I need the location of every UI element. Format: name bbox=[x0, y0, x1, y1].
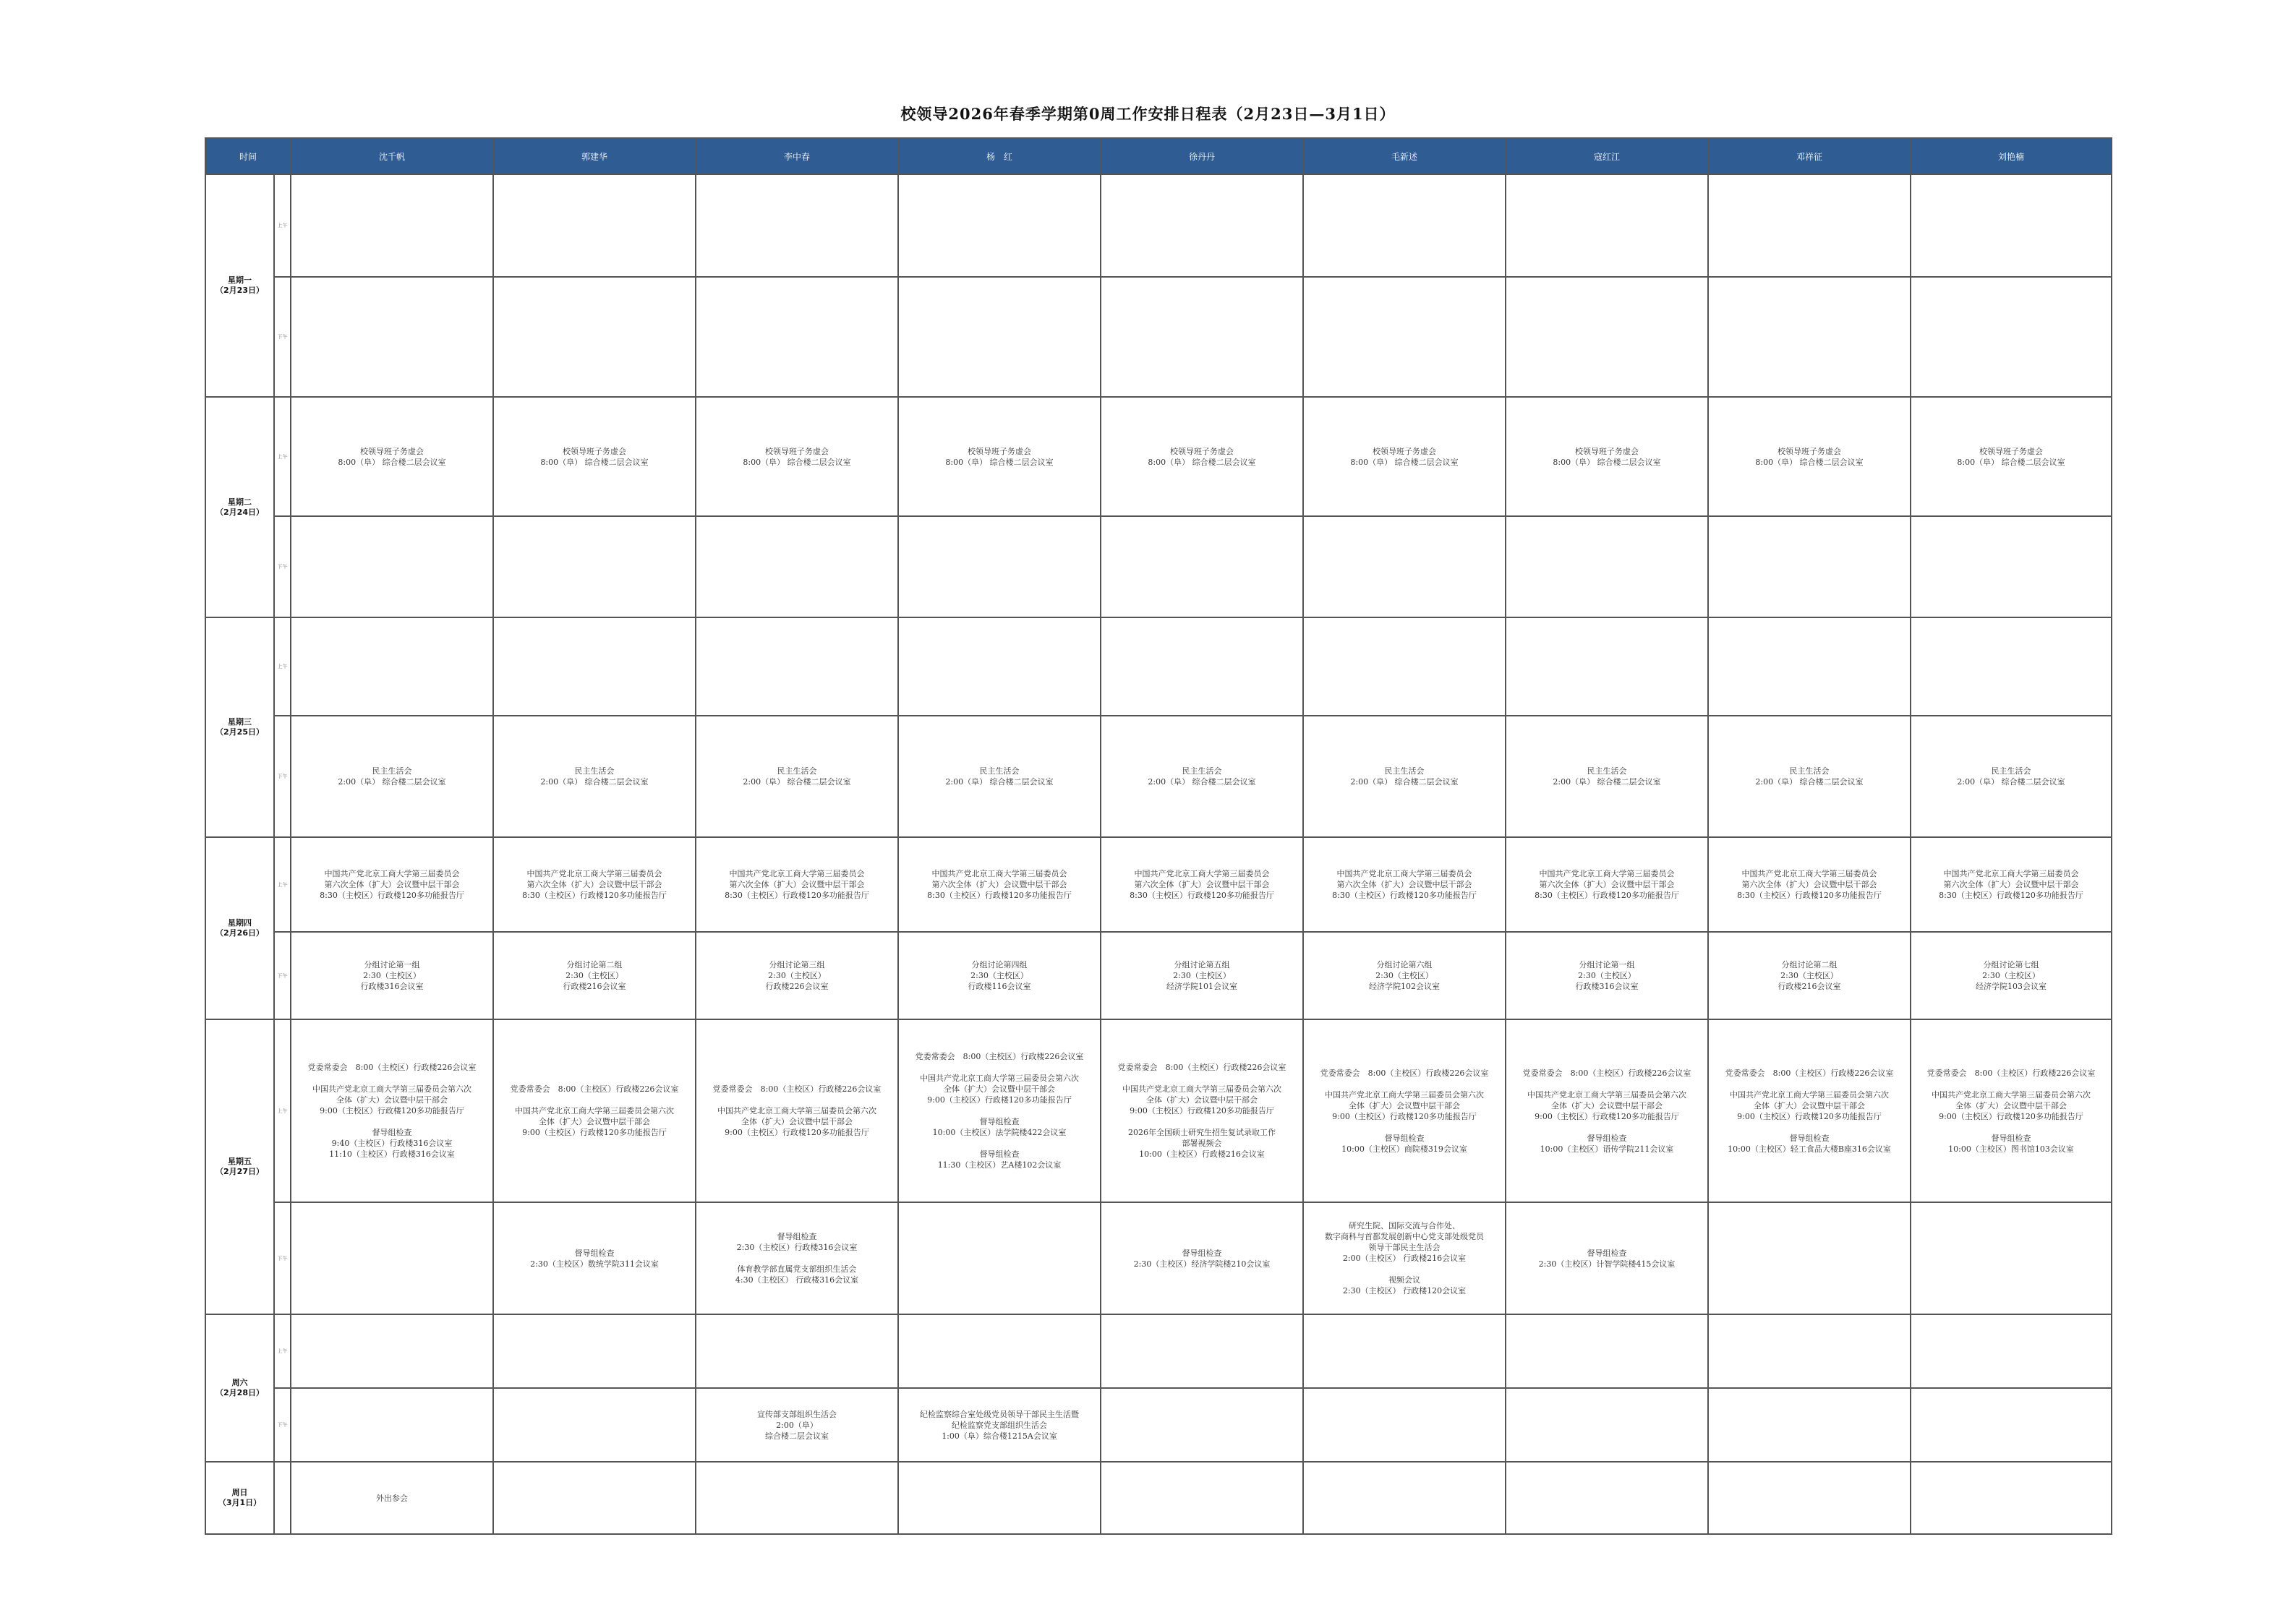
schedule-cell: 分组讨论第一组 2:30（主校区） 行政楼316会议室 bbox=[1506, 932, 1708, 1019]
schedule-cell bbox=[291, 516, 493, 617]
schedule-cell bbox=[1708, 1388, 1911, 1462]
schedule-cell bbox=[291, 277, 493, 397]
schedule-cell: 民主生活会 2:00（阜） 综合楼二层会议室 bbox=[1506, 716, 1708, 837]
day-date: （2月25日） bbox=[215, 727, 264, 737]
leader-header: 刘艳楠 bbox=[1911, 138, 2112, 174]
schedule-cell bbox=[493, 1388, 696, 1462]
schedule-cell: 督导组检查 2:30（主校区）行政楼316会议室 体育教学部直属党支部组织生活会 4:30（主校区） 行政楼316会议室 bbox=[696, 1202, 898, 1314]
half-label: 下午 bbox=[274, 1202, 291, 1314]
schedule-row bbox=[205, 716, 2112, 837]
day-cell bbox=[205, 397, 274, 617]
schedule-cell: 校领导班子务虚会 8:00（阜） 综合楼二层会议室 bbox=[1506, 397, 1708, 516]
schedule-row bbox=[205, 837, 2112, 932]
schedule-row bbox=[205, 1019, 2112, 1202]
day-cell bbox=[205, 174, 274, 397]
schedule-cell: 分组讨论第三组 2:30（主校区） 行政楼226会议室 bbox=[696, 932, 898, 1019]
schedule-cell bbox=[1101, 516, 1303, 617]
day-name: 周日 bbox=[231, 1488, 248, 1497]
schedule-cell: 校领导班子务虚会 8:00（阜） 综合楼二层会议室 bbox=[1911, 397, 2112, 516]
schedule-cell bbox=[291, 1388, 493, 1462]
leader-header: 沈千帆 bbox=[291, 138, 493, 174]
schedule-cell: 纪检监察综合室处级党员领导干部民主生活暨 纪检监察党支部组织生活会 1:00（阜）综合楼1215A会议室 bbox=[898, 1388, 1101, 1462]
schedule-cell bbox=[1101, 617, 1303, 716]
half-label: 上午 bbox=[274, 617, 291, 716]
schedule-cell bbox=[493, 174, 696, 277]
schedule-cell bbox=[1911, 1202, 2112, 1314]
schedule-cell bbox=[1708, 617, 1911, 716]
schedule-cell bbox=[898, 617, 1101, 716]
schedule-cell: 民主生活会 2:00（阜） 综合楼二层会议室 bbox=[1101, 716, 1303, 837]
schedule-cell: 中国共产党北京工商大学第三届委员会 第六次全体（扩大）会议暨中层干部会 8:30（主校区）行政楼120多功能报告厅 bbox=[898, 837, 1101, 932]
schedule-row bbox=[205, 1462, 2112, 1534]
schedule-cell: 校领导班子务虚会 8:00（阜） 综合楼二层会议室 bbox=[493, 397, 696, 516]
day-cell bbox=[205, 1019, 274, 1314]
schedule-cell: 民主生活会 2:00（阜） 综合楼二层会议室 bbox=[898, 716, 1101, 837]
schedule-cell bbox=[1303, 617, 1506, 716]
day-name: 周六 bbox=[231, 1378, 248, 1387]
schedule-cell bbox=[898, 1202, 1101, 1314]
schedule-row bbox=[205, 174, 2112, 277]
schedule-row bbox=[205, 397, 2112, 516]
schedule-cell bbox=[1911, 1462, 2112, 1534]
schedule-cell bbox=[898, 1314, 1101, 1388]
schedule-cell bbox=[898, 277, 1101, 397]
schedule-cell bbox=[1911, 617, 2112, 716]
schedule-cell bbox=[1506, 277, 1708, 397]
schedule-cell bbox=[696, 617, 898, 716]
schedule-cell: 督导组检查 2:30（主校区）经济学院楼210会议室 bbox=[1101, 1202, 1303, 1314]
schedule-cell bbox=[1101, 277, 1303, 397]
schedule-cell bbox=[493, 617, 696, 716]
schedule-cell bbox=[898, 1462, 1101, 1534]
schedule-cell bbox=[1303, 174, 1506, 277]
schedule-cell bbox=[696, 277, 898, 397]
schedule-cell bbox=[1303, 1388, 1506, 1462]
schedule-cell bbox=[493, 1314, 696, 1388]
schedule-cell: 研究生院、国际交流与合作处、 数字商科与首都发展创新中心党支部处级党员 领导干部民主生活会 2:00（主校区） 行政楼216会议室 视频会议 2:30（主校区） 行政楼120会议室 bbox=[1303, 1202, 1506, 1314]
schedule-cell bbox=[1506, 617, 1708, 716]
leader-header: 郭建华 bbox=[493, 138, 696, 174]
schedule-cell bbox=[1506, 174, 1708, 277]
half-label: 下午 bbox=[274, 932, 291, 1019]
schedule-cell: 外出参会 bbox=[291, 1462, 493, 1534]
schedule-cell: 民主生活会 2:00（阜） 综合楼二层会议室 bbox=[1303, 716, 1506, 837]
schedule-cell: 党委常委会 8:00（主校区）行政楼226会议室 中国共产党北京工商大学第三届委员会第六次 全体（扩大）会议暨中层干部会 9:00（主校区）行政楼120多功能报告厅 督导组检查 9:40（主校区）行政楼316会议室 11:10（主校区）行政楼316会议室 bbox=[291, 1019, 493, 1202]
schedule-row bbox=[205, 277, 2112, 397]
schedule-cell bbox=[1708, 516, 1911, 617]
schedule-cell bbox=[1911, 174, 2112, 277]
half-label: 下午 bbox=[274, 516, 291, 617]
schedule-cell: 党委常委会 8:00（主校区）行政楼226会议室 中国共产党北京工商大学第三届委员会第六次 全体（扩大）会议暨中层干部会 9:00（主校区）行政楼120多功能报告厅 督导组检查 10:00（主校区）语传学院211会议室 bbox=[1506, 1019, 1708, 1202]
schedule-cell bbox=[1708, 174, 1911, 277]
day-date: （2月26日） bbox=[215, 928, 264, 938]
schedule-cell: 分组讨论第六组 2:30（主校区） 经济学院102会议室 bbox=[1303, 932, 1506, 1019]
schedule-cell: 民主生活会 2:00（阜） 综合楼二层会议室 bbox=[1911, 716, 2112, 837]
schedule-cell bbox=[696, 1314, 898, 1388]
schedule-cell bbox=[1303, 277, 1506, 397]
schedule-cell bbox=[1708, 1462, 1911, 1534]
time-header: 时间 bbox=[205, 138, 291, 174]
day-name: 星期三 bbox=[228, 717, 252, 727]
schedule-cell bbox=[291, 1202, 493, 1314]
schedule-cell bbox=[696, 516, 898, 617]
schedule-cell bbox=[291, 174, 493, 277]
day-cell bbox=[205, 617, 274, 837]
schedule-cell: 民主生活会 2:00（阜） 综合楼二层会议室 bbox=[291, 716, 493, 837]
schedule-cell: 中国共产党北京工商大学第三届委员会 第六次全体（扩大）会议暨中层干部会 8:30（主校区）行政楼120多功能报告厅 bbox=[1506, 837, 1708, 932]
schedule-cell: 分组讨论第七组 2:30（主校区） 经济学院103会议室 bbox=[1911, 932, 2112, 1019]
schedule-cell: 校领导班子务虚会 8:00（阜） 综合楼二层会议室 bbox=[1708, 397, 1911, 516]
schedule-cell bbox=[1506, 516, 1708, 617]
day-cell bbox=[205, 837, 274, 1019]
schedule-cell: 校领导班子务虚会 8:00（阜） 综合楼二层会议室 bbox=[1101, 397, 1303, 516]
schedule-row bbox=[205, 516, 2112, 617]
schedule-cell bbox=[898, 174, 1101, 277]
schedule-cell: 党委常委会 8:00（主校区）行政楼226会议室 中国共产党北京工商大学第三届委员会第六次 全体（扩大）会议暨中层干部会 9:00（主校区）行政楼120多功能报告厅 bbox=[493, 1019, 696, 1202]
schedule-cell: 分组讨论第二组 2:30（主校区） 行政楼216会议室 bbox=[493, 932, 696, 1019]
schedule-cell: 分组讨论第二组 2:30（主校区） 行政楼216会议室 bbox=[1708, 932, 1911, 1019]
day-date: （2月27日） bbox=[215, 1167, 264, 1176]
schedule-cell: 党委常委会 8:00（主校区）行政楼226会议室 中国共产党北京工商大学第三届委员会第六次 全体（扩大）会议暨中层干部会 9:00（主校区）行政楼120多功能报告厅 督导组检查 10:00（主校区）商院楼319会议室 bbox=[1303, 1019, 1506, 1202]
schedule-cell bbox=[1911, 1388, 2112, 1462]
schedule-cell bbox=[898, 516, 1101, 617]
half-label: 上午 bbox=[274, 837, 291, 932]
schedule-cell: 中国共产党北京工商大学第三届委员会 第六次全体（扩大）会议暨中层干部会 8:30（主校区）行政楼120多功能报告厅 bbox=[493, 837, 696, 932]
schedule-cell: 督导组检查 2:30（主校区）计智学院楼415会议室 bbox=[1506, 1202, 1708, 1314]
schedule-cell bbox=[493, 277, 696, 397]
schedule-cell: 督导组检查 2:30（主校区）数统学院311会议室 bbox=[493, 1202, 696, 1314]
header-row bbox=[205, 138, 2112, 174]
page-title: 校领导2026年春季学期第0周工作安排日程表（2月23日—3月1日） bbox=[900, 105, 1396, 123]
schedule-cell bbox=[1303, 1462, 1506, 1534]
schedule-row bbox=[205, 617, 2112, 716]
leader-header: 寇红江 bbox=[1506, 138, 1708, 174]
schedule-cell: 党委常委会 8:00（主校区）行政楼226会议室 中国共产党北京工商大学第三届委员会第六次 全体（扩大）会议暨中层干部会 9:00（主校区）行政楼120多功能报告厅 督导组检查 10:00（主校区）图书馆103会议室 bbox=[1911, 1019, 2112, 1202]
schedule-row bbox=[205, 1202, 2112, 1314]
schedule-cell bbox=[291, 617, 493, 716]
schedule-cell bbox=[291, 1314, 493, 1388]
schedule-cell bbox=[1101, 174, 1303, 277]
schedule-cell bbox=[1911, 277, 2112, 397]
schedule-cell: 分组讨论第五组 2:30（主校区） 经济学院101会议室 bbox=[1101, 932, 1303, 1019]
schedule-cell: 中国共产党北京工商大学第三届委员会 第六次全体（扩大）会议暨中层干部会 8:30（主校区）行政楼120多功能报告厅 bbox=[291, 837, 493, 932]
leader-header: 毛新述 bbox=[1303, 138, 1506, 174]
schedule-cell: 分组讨论第一组 2:30（主校区） 行政楼316会议室 bbox=[291, 932, 493, 1019]
day-date: （2月23日） bbox=[215, 286, 264, 295]
schedule-cell bbox=[696, 174, 898, 277]
schedule-cell: 中国共产党北京工商大学第三届委员会 第六次全体（扩大）会议暨中层干部会 8:30（主校区）行政楼120多功能报告厅 bbox=[1911, 837, 2112, 932]
schedule-cell bbox=[1911, 516, 2112, 617]
schedule-cell: 中国共产党北京工商大学第三届委员会 第六次全体（扩大）会议暨中层干部会 8:30（主校区）行政楼120多功能报告厅 bbox=[696, 837, 898, 932]
schedule-cell bbox=[493, 516, 696, 617]
schedule-cell: 民主生活会 2:00（阜） 综合楼二层会议室 bbox=[1708, 716, 1911, 837]
half-label: 下午 bbox=[274, 1388, 291, 1462]
schedule-cell bbox=[1911, 1314, 2112, 1388]
schedule-cell bbox=[1101, 1462, 1303, 1534]
half-label: 下午 bbox=[274, 716, 291, 837]
schedule-cell bbox=[696, 1462, 898, 1534]
day-cell bbox=[205, 1462, 274, 1534]
day-cell bbox=[205, 1314, 274, 1462]
schedule-cell: 党委常委会 8:00（主校区）行政楼226会议室 中国共产党北京工商大学第三届委员会第六次 全体（扩大）会议暨中层干部会 9:00（主校区）行政楼120多功能报告厅 督导组检查 10:00（主校区）法学院楼422会议室 督导组检查 11:30（主校区）艺A楼102会议室 bbox=[898, 1019, 1101, 1202]
schedule-table bbox=[205, 137, 2112, 1535]
schedule-cell: 校领导班子务虚会 8:00（阜） 综合楼二层会议室 bbox=[291, 397, 493, 516]
schedule-cell bbox=[1708, 1202, 1911, 1314]
schedule-header bbox=[205, 138, 2112, 174]
day-name: 星期五 bbox=[228, 1157, 252, 1166]
schedule-cell: 分组讨论第四组 2:30（主校区） 行政楼116会议室 bbox=[898, 932, 1101, 1019]
day-date: （2月28日） bbox=[215, 1388, 264, 1397]
schedule-body bbox=[205, 174, 2112, 1534]
day-date: （3月1日） bbox=[218, 1498, 262, 1507]
leader-header: 邓祥征 bbox=[1708, 138, 1911, 174]
leader-header: 徐丹丹 bbox=[1101, 138, 1303, 174]
schedule-cell: 民主生活会 2:00（阜） 综合楼二层会议室 bbox=[493, 716, 696, 837]
schedule-cell: 宣传部支部组织生活会 2:00（阜） 综合楼二层会议室 bbox=[696, 1388, 898, 1462]
schedule-cell: 校领导班子务虚会 8:00（阜） 综合楼二层会议室 bbox=[1303, 397, 1506, 516]
day-name: 星期二 bbox=[228, 497, 252, 507]
schedule-row bbox=[205, 1388, 2112, 1462]
day-name: 星期四 bbox=[228, 918, 252, 928]
day-name: 星期一 bbox=[228, 275, 252, 285]
schedule-cell bbox=[1303, 516, 1506, 617]
schedule-cell bbox=[1101, 1388, 1303, 1462]
schedule-cell bbox=[1708, 277, 1911, 397]
schedule-cell bbox=[1101, 1314, 1303, 1388]
half-label: 上午 bbox=[274, 397, 291, 516]
schedule-cell: 中国共产党北京工商大学第三届委员会 第六次全体（扩大）会议暨中层干部会 8:30（主校区）行政楼120多功能报告厅 bbox=[1303, 837, 1506, 932]
schedule-cell: 中国共产党北京工商大学第三届委员会 第六次全体（扩大）会议暨中层干部会 8:30（主校区）行政楼120多功能报告厅 bbox=[1708, 837, 1911, 932]
day-date: （2月24日） bbox=[215, 507, 264, 517]
half-label-cell bbox=[274, 1462, 291, 1534]
half-label: 上午 bbox=[274, 1019, 291, 1202]
schedule-cell: 民主生活会 2:00（阜） 综合楼二层会议室 bbox=[696, 716, 898, 837]
schedule-row bbox=[205, 932, 2112, 1019]
half-label: 上午 bbox=[274, 174, 291, 277]
schedule-cell: 中国共产党北京工商大学第三届委员会 第六次全体（扩大）会议暨中层干部会 8:30（主校区）行政楼120多功能报告厅 bbox=[1101, 837, 1303, 932]
schedule-cell bbox=[1506, 1388, 1708, 1462]
schedule-cell bbox=[1708, 1314, 1911, 1388]
schedule-cell: 党委常委会 8:00（主校区）行政楼226会议室 中国共产党北京工商大学第三届委员会第六次 全体（扩大）会议暨中层干部会 9:00（主校区）行政楼120多功能报告厅 bbox=[696, 1019, 898, 1202]
schedule-cell bbox=[1506, 1314, 1708, 1388]
schedule-cell bbox=[1303, 1314, 1506, 1388]
half-label: 上午 bbox=[274, 1314, 291, 1388]
schedule-cell: 校领导班子务虚会 8:00（阜） 综合楼二层会议室 bbox=[898, 397, 1101, 516]
schedule-cell: 党委常委会 8:00（主校区）行政楼226会议室 中国共产党北京工商大学第三届委员会第六次 全体（扩大）会议暨中层干部会 9:00（主校区）行政楼120多功能报告厅 督导组检查 10:00（主校区）轻工食品大楼B座316会议室 bbox=[1708, 1019, 1911, 1202]
half-label: 下午 bbox=[274, 277, 291, 397]
leader-header: 杨 红 bbox=[898, 138, 1101, 174]
schedule-cell: 党委常委会 8:00（主校区）行政楼226会议室 中国共产党北京工商大学第三届委员会第六次 全体（扩大）会议暨中层干部会 9:00（主校区）行政楼120多功能报告厅 2026年全国硕士研究生招生复试录取工作 部署视频会 10:00（主校区）行政楼216会议室 bbox=[1101, 1019, 1303, 1202]
schedule-cell bbox=[1506, 1462, 1708, 1534]
schedule-cell: 校领导班子务虚会 8:00（阜） 综合楼二层会议室 bbox=[696, 397, 898, 516]
schedule-row bbox=[205, 1314, 2112, 1388]
leader-header: 李中春 bbox=[696, 138, 898, 174]
schedule-cell bbox=[493, 1462, 696, 1534]
